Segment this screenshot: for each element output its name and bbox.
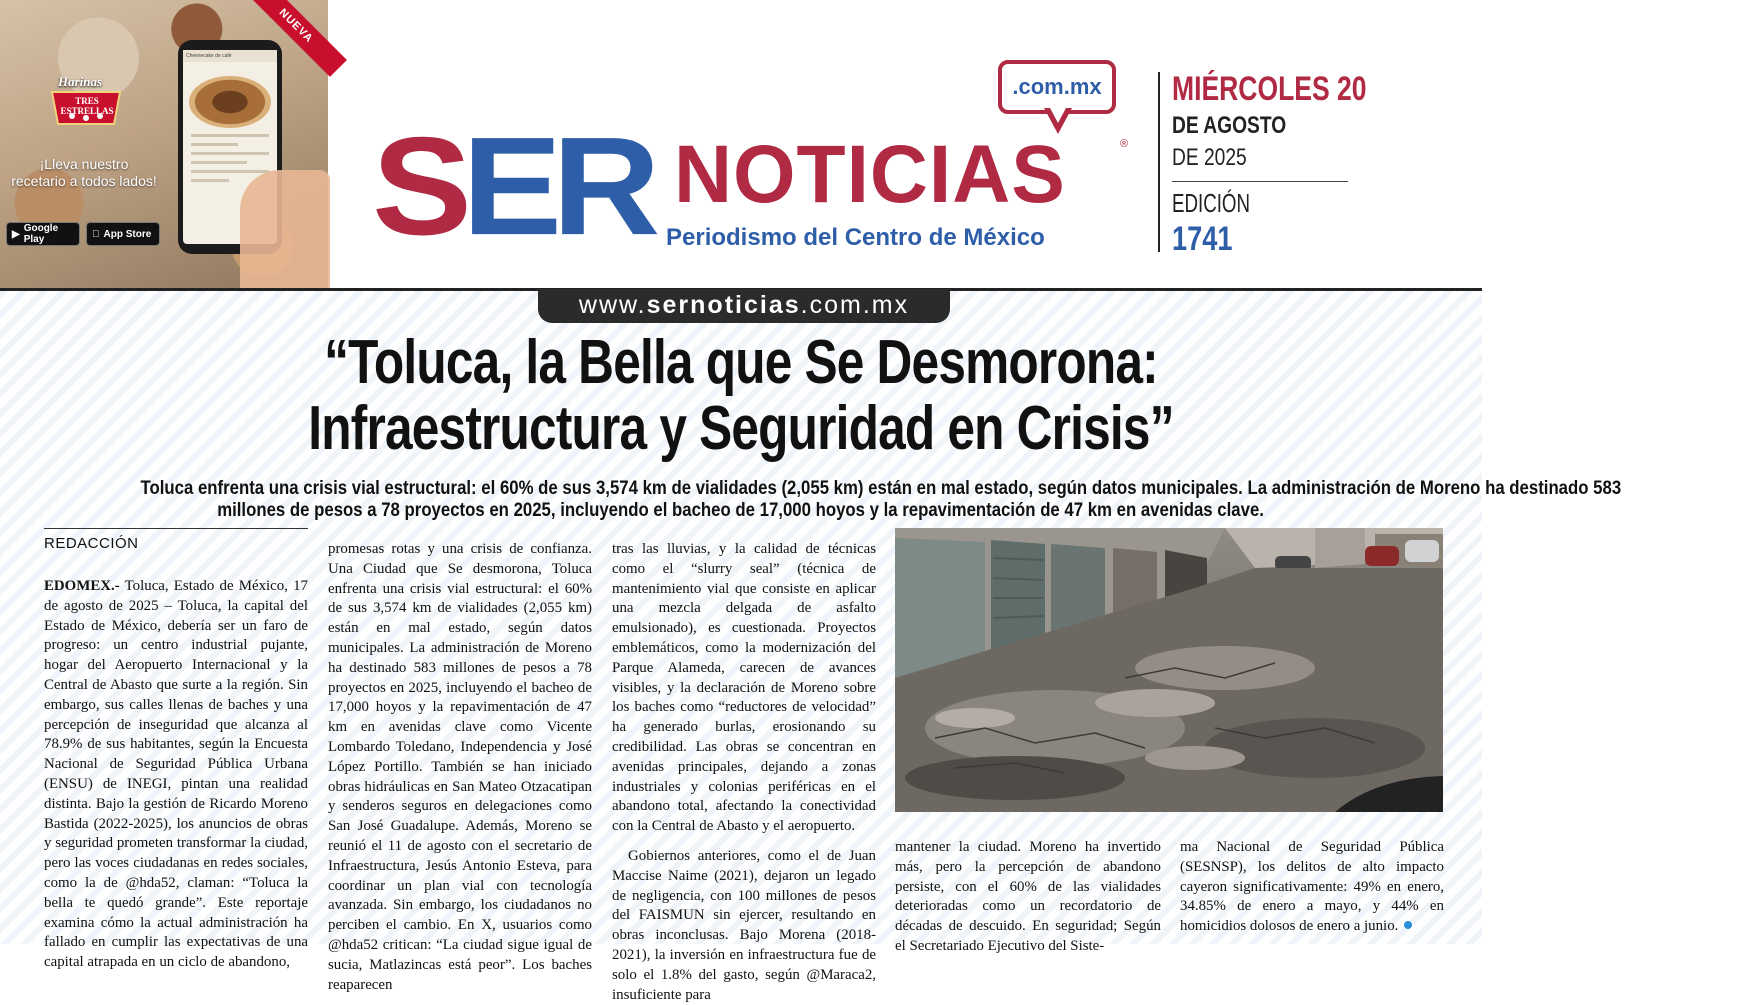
- column-3-paragraph-2: Gobiernos anteriores, como el de Juan Maccise Naime (2021), dejaron un legado de negligencia, con 100 millones de pesos del FAISMUN sin ejercer, resultando en obras inconclusas. Bajo Morena (2018-2021), la inversión en infraestructura fue de solo el 1.8% del gasto, según @Maraca2, insuficiente para: [612, 847, 876, 1003]
- edition-label: EDICIÓN: [1172, 188, 1251, 218]
- issue-month: DE AGOSTO: [1172, 112, 1287, 139]
- issue-weekday: MIÉRCOLES 20: [1172, 70, 1367, 108]
- end-of-article-dot: [1404, 921, 1412, 929]
- google-play-label: Google Play: [23, 223, 59, 245]
- byline: REDACCIÓN: [44, 535, 139, 552]
- logo-domain: .com.mx: [1012, 74, 1102, 99]
- column-4-text: mantener la ciudad. Moreno ha invertido más, pero la percepción de abandono persiste, con el 60% de las vialidades deterioradas como un recordatorio de décadas de descuido. En seguridad; Según el Secretariado Ejecutivo del Siste-: [895, 839, 1161, 954]
- masthead: [328, 0, 1482, 290]
- column-3-paragraph-1: tras las lluvias, y la calidad de técnicas como el “slurry seal” (técnica de mantenimiento vial que consiste en aplicar una mezcla delgada de asfalto emulsionado), es cuestionada. Proyectos emblemáticos, como la modernización del Parque Alameda, carecen de avances visibles, y la declaración de Moreno sobre los baches como “reductores de velocidad” ha generado burlas, erosionando su credibilidad. Las obras se concentran en avenidas principales, dejando a zonas industriales y colonias periféricas en el abandono total, afectando la conectividad con la Central de Abasto y el aeropuerto.: [612, 541, 876, 835]
- article-photo-potholed-street: [895, 528, 1443, 812]
- headline-line1: “Toluca, la Bella que Se Desmorona:: [324, 328, 1158, 397]
- byline-rule: [44, 528, 308, 529]
- dateline: EDOMEX.-: [44, 578, 120, 594]
- ad-tagline-line1: ¡Lleva nuestro: [39, 156, 129, 172]
- registered-mark: ®: [1120, 138, 1129, 150]
- new-badge: NUEVA: [245, 0, 347, 77]
- article-column-1: [44, 577, 308, 973]
- app-store-button[interactable]: [86, 222, 160, 246]
- article-column-2: [328, 540, 592, 995]
- ad-tagline-line2: recetario a todos lados!: [11, 173, 157, 189]
- cheesecake-image: [189, 76, 271, 128]
- app-store-label: App Store: [96, 228, 144, 240]
- logo-noticias: NOTICIAS: [674, 129, 1066, 220]
- column-5-text: ma Nacional de Seguridad Pública (SESNSP), los delitos de alto impacto cayeron significativamente: 49% en enero, 34.85% de enero a mayo, y 44% en homicidios dolosos de enero a junio.: [1180, 839, 1444, 935]
- masthead-slogan: Periodismo del Centro de México: [666, 224, 1045, 251]
- article-column-3: [612, 540, 876, 1005]
- logo-domain-bubble: [998, 60, 1116, 114]
- ad-tagline: [0, 156, 168, 190]
- site-name: sernoticias: [646, 291, 801, 319]
- phone-title: Cheesecake de café: [183, 50, 277, 62]
- column-1-text: Toluca, Estado de México, 17 de agosto de 2025 – Toluca, la capital del Estado de México, debería ser un faro de progreso: un centro industrial pujante, hogar del Aeropuerto Internacional y la Central de Abasto que surte a la región. Sin embargo, sus calles llenas de baches y una percepción de inseguridad que alcanza al 78.9% de sus habitantes, según la Encuesta Nacional de Seguridad Pública Urbana (ENSU) de INEGI, pintan una realidad distinta. Bajo la gestión de Ricardo Moreno Bastida (2022-2025), los anuncios de obras y seguridad prometen transformar la ciudad, pero las voces ciudadanas en redes sociales, como la de @hda52, claman: “Toluca la bella te quedó grande”. Este reportaje examina cómo la actual administración ha fallado en cumplir las expectativas de una capital atrapada en un ciclo de abandono,: [44, 578, 308, 971]
- issue-year: DE 2025: [1172, 144, 1247, 171]
- edition-number: 1741: [1172, 220, 1233, 258]
- hand-image: [240, 170, 330, 290]
- date-divider: [1172, 181, 1348, 182]
- play-icon: ▶: [12, 228, 20, 240]
- headline-line2: Infraestructura y Seguridad en Crisis”: [308, 394, 1174, 463]
- column-2-text: promesas rotas y una crisis de confianza. Una Ciudad que Se desmorona, Toluca enfrenta una crisis vial estructural: el 60% de sus 3,574 km de vialidades (2,055 km) están en mal estado, según datos municipales. La administración de Moreno ha destinado 583 millones de pesos a 78 proyectos en 2025, incluyendo el bacheo de 17,000 hoyos y la repavimentación de 47 km en avenidas clave como Vicente Lombardo Toledano, Independencia y José López Portillo. También se han iniciado obras hidráulicas en San Mateo Otzacatipan y senderos seguros en delegaciones como San José Guadalupe. Además, Moreno se reunió el 11 de agosto con el secretario de Infraestructura, Jesús Antonio Esteva, para coordinar un plan vial con tecnología avanzada. Sin embargo, los ciudadanos no perciben el cambio. En X, usuarios como @hda52 critican: “La ciudad sigue igual de sucia, Matlazincas está peor”. Los baches reaparecen: [328, 541, 592, 993]
- logo-ser: SER: [372, 107, 651, 264]
- article-column-4: [895, 838, 1161, 957]
- app-advertisement[interactable]: [0, 0, 328, 290]
- apple-icon: [92, 229, 100, 240]
- masthead-divider: [1158, 72, 1160, 252]
- google-play-button[interactable]: [6, 222, 80, 246]
- article-column-5: [1180, 838, 1444, 937]
- deck-line2: millones de pesos a 78 proyectos en 2025, incluyendo el bacheo de 17,000 hoyos y la repavimentación de 47 km en avenidas clave.: [217, 499, 1265, 521]
- deck-line1: Toluca enfrenta una crisis vial estructural: el 60% de sus 3,574 km de vialidades (2,055 km) están en mal estado, según datos municipales. La administración de Moreno ha destinado 583: [140, 477, 1622, 499]
- article-headline: [0, 330, 1482, 462]
- website-url-banner[interactable]: www.sernoticias.com.mx: [538, 289, 950, 323]
- article-deck: [20, 477, 1622, 521]
- brand-name-line1: Harinas: [58, 74, 103, 89]
- brand-name-line2: TRES ESTRELLAS: [60, 96, 114, 116]
